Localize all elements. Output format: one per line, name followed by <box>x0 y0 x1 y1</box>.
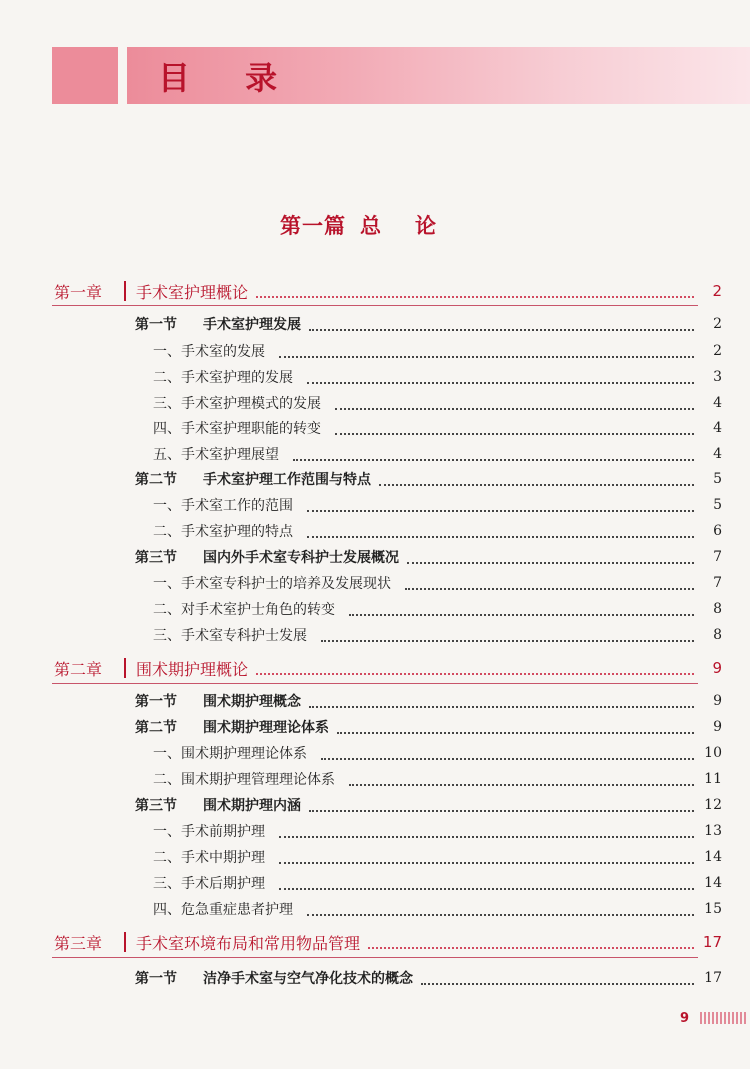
dot-leader <box>405 588 694 590</box>
item-title: 一、手术室的发展 <box>153 344 265 360</box>
toc-item[interactable] <box>0 845 750 869</box>
item-page: 4 <box>713 420 722 436</box>
dot-leader <box>309 810 694 812</box>
chapter-title: 围术期护理概论 <box>136 659 249 679</box>
section-number: 第三节 <box>135 550 177 566</box>
section-entry[interactable] <box>0 312 750 336</box>
section-title: 洁净手术室与空气净化技术的概念 <box>203 971 413 987</box>
toc-item[interactable] <box>0 442 750 466</box>
item-title: 一、手术室专科护士的培养及发展现状 <box>153 576 391 592</box>
item-page: 13 <box>704 823 722 839</box>
section-title: 国内外手术室专科护士发展概况 <box>203 550 399 566</box>
section-page: 2 <box>713 316 722 332</box>
dot-leader <box>307 914 694 916</box>
dot-leader <box>256 673 694 675</box>
section-number: 第三节 <box>135 798 177 814</box>
section-entry[interactable] <box>0 689 750 713</box>
toc-item[interactable] <box>0 416 750 440</box>
chapter-rule <box>52 683 698 684</box>
item-page: 4 <box>713 446 722 462</box>
section-title: 手术室护理工作范围与特点 <box>203 472 371 488</box>
item-title: 一、围术期护理理论体系 <box>153 746 307 762</box>
dot-leader <box>279 888 694 890</box>
item-page: 4 <box>713 395 722 411</box>
item-title: 一、手术室工作的范围 <box>153 498 293 514</box>
item-title: 二、对手术室护士角色的转变 <box>153 602 335 618</box>
chapter-number: 第三章 <box>54 933 103 953</box>
item-page: 8 <box>713 627 722 643</box>
section-entry[interactable] <box>0 545 750 569</box>
toc-title: 目 录 <box>158 59 300 97</box>
item-page: 15 <box>704 901 722 917</box>
dot-leader <box>293 459 694 461</box>
item-title: 三、手术室专科护士发展 <box>153 628 307 644</box>
toc-item[interactable] <box>0 871 750 895</box>
section-page: 9 <box>713 693 722 709</box>
dot-leader <box>349 614 694 616</box>
chapter-divider <box>124 281 126 301</box>
toc-item[interactable] <box>0 819 750 843</box>
dot-leader <box>421 983 694 985</box>
dot-leader <box>279 862 694 864</box>
section-number: 第一节 <box>135 317 177 333</box>
dot-leader <box>321 758 694 760</box>
chapter-title: 手术室环境布局和常用物品管理 <box>136 933 361 953</box>
section-page: 12 <box>704 797 722 813</box>
toc-item[interactable] <box>0 519 750 543</box>
section-title: 手术室护理发展 <box>203 317 301 333</box>
item-title: 三、手术后期护理 <box>153 876 265 892</box>
section-number: 第一节 <box>135 694 177 710</box>
dot-leader <box>279 836 694 838</box>
item-page: 3 <box>713 369 722 385</box>
chapter-page: 17 <box>702 933 722 951</box>
chapter-page: 2 <box>712 282 722 300</box>
item-page: 14 <box>704 875 722 891</box>
chapter-number: 第一章 <box>54 282 103 302</box>
toc-item[interactable] <box>0 339 750 363</box>
page-number-ornament <box>700 1012 746 1024</box>
chapter-rule <box>52 957 698 958</box>
item-page: 7 <box>713 575 722 591</box>
toc-item[interactable] <box>0 741 750 765</box>
section-page: 9 <box>713 719 722 735</box>
section-title: 围术期护理理论体系 <box>203 720 329 736</box>
section-entry[interactable] <box>0 793 750 817</box>
item-title: 二、手术室护理的发展 <box>153 370 293 386</box>
dot-leader <box>309 329 694 331</box>
toc-item[interactable] <box>0 391 750 415</box>
toc-item[interactable] <box>0 493 750 517</box>
item-page: 11 <box>704 771 722 787</box>
item-page: 10 <box>704 745 722 761</box>
toc-item[interactable] <box>0 623 750 647</box>
section-page: 5 <box>713 471 722 487</box>
dot-leader <box>379 484 694 486</box>
item-page: 2 <box>713 343 722 359</box>
section-number: 第一节 <box>135 971 177 987</box>
chapter-page: 9 <box>712 659 722 677</box>
section-title: 围术期护理内涵 <box>203 798 301 814</box>
dot-leader <box>307 382 694 384</box>
item-page: 6 <box>713 523 722 539</box>
toc-item[interactable] <box>0 365 750 389</box>
dot-leader <box>407 562 694 564</box>
item-title: 四、手术室护理职能的转变 <box>153 421 321 437</box>
header-band-block <box>52 47 118 104</box>
section-entry[interactable] <box>0 966 750 990</box>
chapter-rule <box>52 305 698 306</box>
item-title: 二、手术中期护理 <box>153 850 265 866</box>
item-title: 一、手术前期护理 <box>153 824 265 840</box>
dot-leader <box>335 433 694 435</box>
dot-leader <box>321 640 694 642</box>
chapter-number: 第二章 <box>54 659 103 679</box>
dot-leader <box>307 510 694 512</box>
dot-leader <box>307 536 694 538</box>
item-title: 四、危急重症患者护理 <box>153 902 293 918</box>
item-page: 14 <box>704 849 722 865</box>
section-entry[interactable] <box>0 467 750 491</box>
item-title: 三、手术室护理模式的发展 <box>153 396 321 412</box>
toc-item[interactable] <box>0 571 750 595</box>
section-number: 第二节 <box>135 720 177 736</box>
dot-leader <box>256 296 694 298</box>
dot-leader <box>337 732 694 734</box>
section-page: 17 <box>704 970 722 986</box>
chapter-entry[interactable] <box>0 930 750 954</box>
part-subject: 总论 <box>360 214 470 238</box>
chapter-divider <box>124 932 126 952</box>
dot-leader <box>368 947 694 949</box>
toc-item[interactable] <box>0 767 750 791</box>
dot-leader <box>279 356 694 358</box>
chapter-entry[interactable] <box>0 656 750 680</box>
section-entry[interactable] <box>0 715 750 739</box>
page-number: 9 <box>680 1011 690 1026</box>
item-title: 五、手术室护理展望 <box>153 447 279 463</box>
item-page: 5 <box>713 497 722 513</box>
chapter-entry[interactable] <box>0 279 750 303</box>
toc-item[interactable] <box>0 897 750 921</box>
item-page: 8 <box>713 601 722 617</box>
section-page: 7 <box>713 549 722 565</box>
part-title <box>0 210 750 240</box>
item-title: 二、手术室护理的特点 <box>153 524 293 540</box>
section-number: 第二节 <box>135 472 177 488</box>
item-title: 二、围术期护理管理理论体系 <box>153 772 335 788</box>
chapter-title: 手术室护理概论 <box>136 282 249 302</box>
toc-item[interactable] <box>0 597 750 621</box>
part-number: 第一篇 <box>280 214 346 238</box>
dot-leader <box>309 706 694 708</box>
section-title: 围术期护理概念 <box>203 694 301 710</box>
dot-leader <box>335 408 694 410</box>
chapter-divider <box>124 658 126 678</box>
dot-leader <box>349 784 694 786</box>
